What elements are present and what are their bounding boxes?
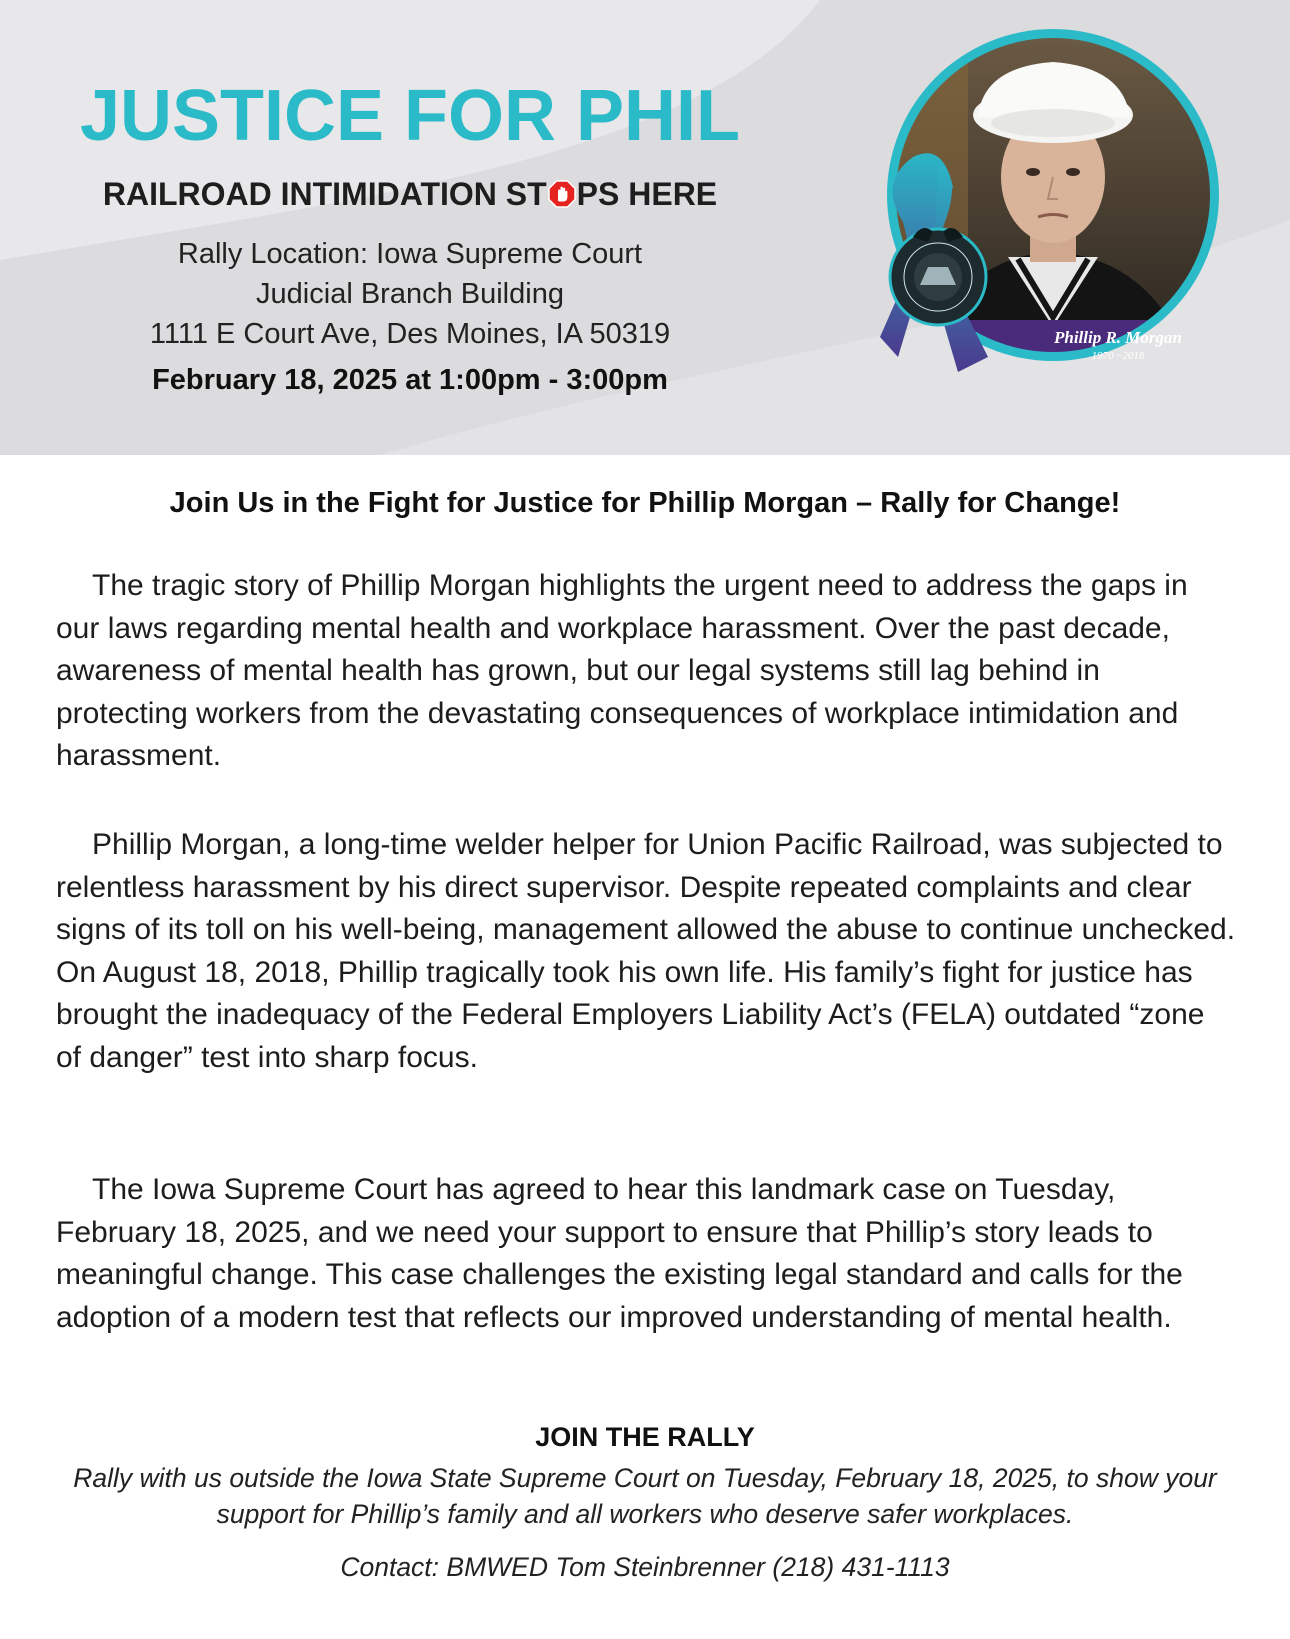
subtitle-part-2: PS HERE [576, 176, 718, 212]
paragraph-3: The Iowa Supreme Court has agreed to hear this landmark case on Tuesday, February 18, 2025, and we need your support to ensure that Phillip’s story leads to meaningful change. This case challenges the existing legal standard and calls for the adoption of a modern test that reflects our improved understanding of mental health. [56, 1173, 1183, 1334]
portrait-caption-years: 1970 ~2018 [1091, 350, 1145, 362]
subtitle-part-1: RAILROAD INTIMIDATION ST [102, 176, 547, 212]
subtitle [0, 178, 820, 210]
headline: Join Us in the Fight for Justice for Phillip Morgan – Rally for Change! [169, 487, 1121, 519]
location-line-1: Rally Location: Iowa Supreme Court [177, 238, 643, 270]
contact-info: Contact: BMWED Tom Steinbrenner (218) 431-1113 [340, 1552, 950, 1582]
location-line-2: Judicial Branch Building [256, 278, 564, 310]
paragraph-2: Phillip Morgan, a long-time welder helper for Union Pacific Railroad, was subjected to relentless harassment by his direct supervisor. Despite repeated complaints and clear signs of its toll on his well-being, management allowed the abuse to continue unchecked. On August 18, 2018, Phillip tragically took his own life. His family’s fight for justice has brought the inadequacy of the Federal Employers Liability Act’s (FELA) outdated “zone of danger” test into sharp focus. [56, 828, 1236, 1074]
portrait-caption-name: Phillip R. Morgan [1053, 328, 1183, 347]
header-banner [0, 0, 1290, 455]
stop-sign-icon [548, 180, 576, 208]
memorial-portrait [858, 27, 1228, 397]
page-title: JUSTICE FOR PHIL [79, 76, 741, 156]
location-line-3: 1111 E Court Ave, Des Moines, IA 50319 [149, 318, 671, 350]
rally-text: Rally with us outside the Iowa State Supreme Court on Tuesday, February 18, 2025, to show your support for Phillip’s family and all workers who deserve safer workplaces. [73, 1463, 1217, 1529]
paragraph-1: The tragic story of Phillip Morgan highlights the urgent need to address the gaps in our laws regarding mental health and workplace harassment. Over the past decade, awareness of mental health has grown, but our legal systems still lag behind in protecting workers from the devastating consequences of workplace intimidation and harassment. [56, 569, 1188, 772]
rally-heading: JOIN THE RALLY [535, 1422, 755, 1452]
event-date-time: February 18, 2025 at 1:00pm - 3:00pm [152, 364, 668, 396]
